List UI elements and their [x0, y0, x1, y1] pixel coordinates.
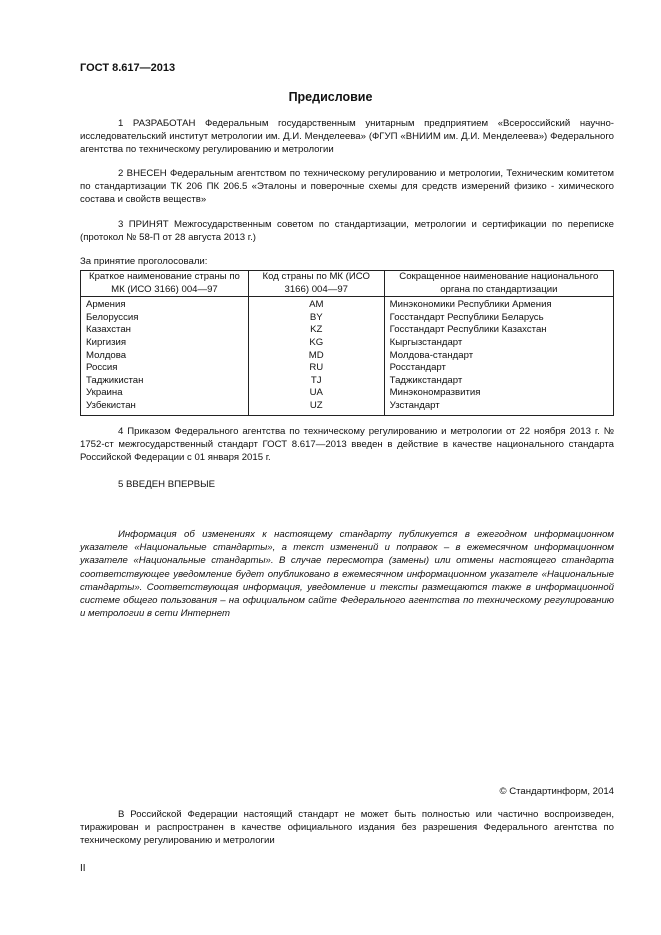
organization-cell: Молдова-стандарт: [384, 350, 613, 363]
table-row: [81, 337, 614, 350]
section-3-paragraph: 3 ПРИНЯТ Межгосударственным советом по стандартизации, метрологии и сертификации по переписке (протокол № 58-П от 28 августа 2013 г.): [80, 219, 614, 244]
code-cell: UZ: [248, 400, 384, 415]
country-cell: Киргизия: [81, 337, 249, 350]
organization-cell: Госстандарт Республики Казахстан: [384, 324, 613, 337]
table-row: [81, 324, 614, 337]
code-cell: BY: [248, 312, 384, 325]
code-cell: TJ: [248, 375, 384, 388]
code-cell: RU: [248, 362, 384, 375]
organization-cell: Минэкономразвития: [384, 387, 613, 400]
code-cell: KZ: [248, 324, 384, 337]
country-cell: Таджикистан: [81, 375, 249, 388]
section-4-paragraph: 4 Приказом Федерального агентства по техническому регулированию и метрологии от 22 ноября 2013 г. № 1752-ст межгосударственный стандарт ГОСТ 8.617—2013 введен в действие в качестве национального стандарта Российской Федерации с 01 января 2015 г.: [80, 426, 614, 464]
code-cell: UA: [248, 387, 384, 400]
column-header-country: Краткое наименование страны по МК (ИСО 3166) 004—97: [81, 271, 249, 297]
country-cell: Молдова: [81, 350, 249, 363]
country-cell: Казахстан: [81, 324, 249, 337]
rights-notice: В Российской Федерации настоящий стандарт не может быть полностью или частично воспроизведен, тиражирован и распространен в качестве официального издания без разрешения Федерального агентства по техническому регулированию и метрологии: [80, 809, 614, 847]
country-cell: Узбекистан: [81, 400, 249, 415]
member-states-table: [80, 270, 614, 416]
table-header-row: [81, 271, 614, 297]
table-row: [81, 312, 614, 325]
organization-cell: Минэкономики Республики Армения: [384, 297, 613, 312]
organization-cell: Росстандарт: [384, 362, 613, 375]
code-cell: MD: [248, 350, 384, 363]
table-row: [81, 387, 614, 400]
table-row: [81, 375, 614, 388]
country-cell: Украина: [81, 387, 249, 400]
info-notice: Информация об изменениях к настоящему стандарту публикуется в ежегодном информационном указателе «Национальные стандарты», а текст изменений и поправок – в ежемесячном информационном указателе «Национальные стандарты». В случае пересмотра (замены) или отмены настоящего стандарта соответствующее уведомление будет опубликовано в ежемесячном информационном указателе «Национальные стандарты». Соответствующая информация, уведомление и тексты размещаются также в информационной системе общего пользования – на официальном сайте Федерального агентства по техническому регулированию и метрологии в сети Интернет: [80, 529, 614, 620]
table-row: [81, 297, 614, 312]
code-cell: AM: [248, 297, 384, 312]
section-5-paragraph: 5 ВВЕДЕН ВПЕРВЫЕ: [118, 479, 216, 490]
organization-cell: Госстандарт Республики Беларусь: [384, 312, 613, 325]
country-cell: Армения: [81, 297, 249, 312]
country-cell: Россия: [81, 362, 249, 375]
organization-cell: Узстандарт: [384, 400, 613, 415]
code-cell: KG: [248, 337, 384, 350]
country-cell: Белоруссия: [81, 312, 249, 325]
page-number: II: [80, 863, 86, 874]
organization-cell: Таджикстандарт: [384, 375, 613, 388]
document-code-header: ГОСТ 8.617—2013: [80, 62, 176, 74]
copyright-notice: © Стандартинформ, 2014: [499, 786, 614, 797]
page-title: Предисловие: [288, 90, 373, 104]
vote-label: За принятие проголосовали:: [80, 256, 208, 267]
table-row: [81, 400, 614, 415]
table-row: [81, 362, 614, 375]
table-row: [81, 350, 614, 363]
section-2-paragraph: 2 ВНЕСЕН Федеральным агентством по техническому регулированию и метрологии, Техническим комитетом по стандартизации ТК 206 ПК 206.5 «Эталоны и поверочные схемы для средств измерений физико - химического состава и свойств веществ»: [80, 168, 614, 206]
column-header-organization: Сокращенное наименование национального органа по стандартизации: [384, 271, 613, 297]
column-header-code: Код страны по МК (ИСО 3166) 004—97: [248, 271, 384, 297]
organization-cell: Кыргызстандарт: [384, 337, 613, 350]
section-1-paragraph: 1 РАЗРАБОТАН Федеральным государственным унитарным предприятием «Всероссийский научно-исследовательский институт метрологии им. Д.И. Менделеева» (ФГУП «ВНИИМ им. Д.И. Менделеева») Федерального агентства по техническому регулированию и метрологии: [80, 118, 614, 156]
